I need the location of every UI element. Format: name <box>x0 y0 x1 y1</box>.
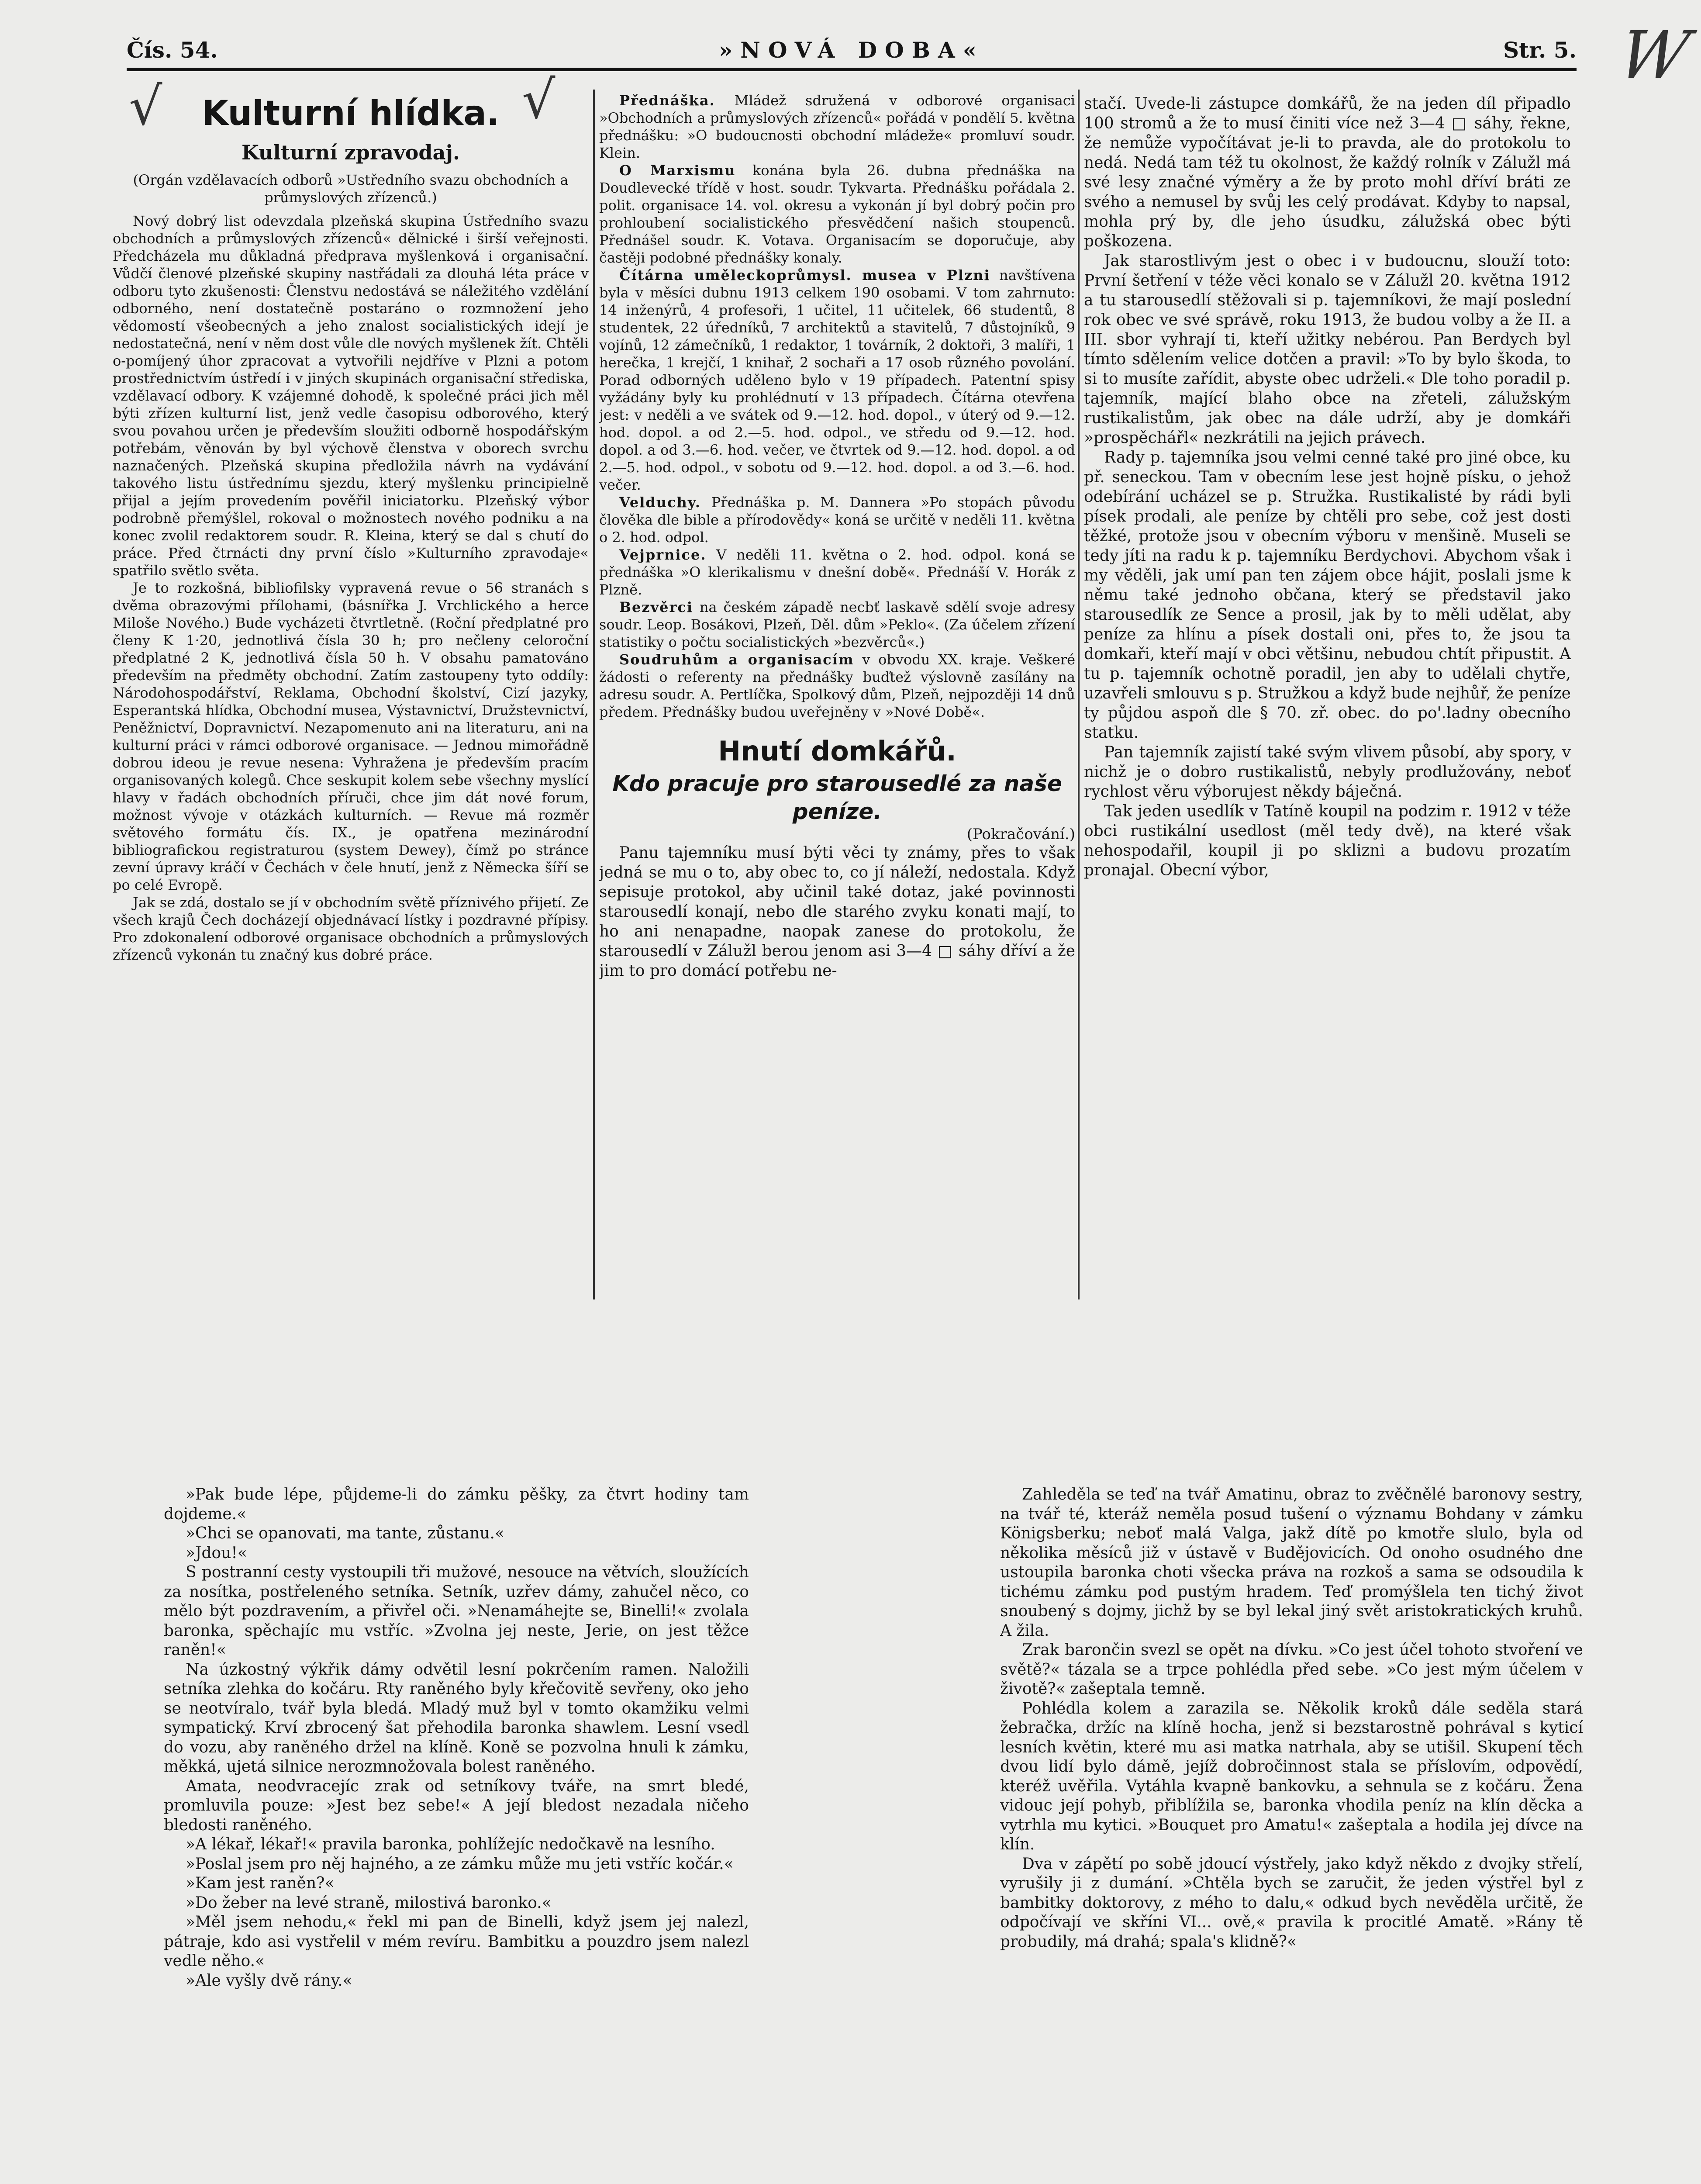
pencil-check-right: √ <box>522 70 555 131</box>
notice-lead: Soudruhům a organisacím <box>619 651 854 668</box>
notice-item: Vejprnice. V neděli 11. května o 2. hod. odpol. koná se přednáška »O klerikalismu v dnešní době«. Přednáší V. Horák z Plzně. <box>599 546 1075 598</box>
organ-note: (Orgán vzdělavacích odborů »Ustředního svazu obchodních a průmyslových zřízenců.) <box>133 172 569 206</box>
column-hnuti-continued <box>1084 94 1571 1295</box>
column-cultural <box>113 92 589 1293</box>
story-paragraph: Zahleděla se teď na tvář Amatinu, obraz to zvěčnělé baronovy sestry, na tvář té, kteráž neměla posud tušení o významu Bohdany v zámku Königsberku; neboť malá Valga, jakž dítě po kmotře slulo, byla od několika měsíců již v ústavě v Budějovicích. Od onoho osudného dne ustoupila baronka choti všecka práva na rozkoš a sama se odsoudila k tichému zámku pod pustým hradem. Teď promýšlela ten tichý život snoubený s dojmy, jichž by se byl lekal jiný svět aristokratických kruhů. A žila. <box>1000 1486 1583 1640</box>
notice-item: Přednáška. Mládež sdružená v odborové organisaci »Obchodních a průmyslových zřízenců« pořádá v pondělí 5. května přednášku: »O budoucnosti obchodní mládeže« promluví soudr. Klein. <box>599 92 1075 161</box>
notice-item: O Marxismu konána byla 26. dubna přednáška na Doudlevecké třídě v host. soudr. Tykvarta. Přednášku pořádala 2. polit. organisace 14. vol. okresu a vykonán jí byl dobrý počin pro prohloubení socialistického přesvědčení našich stoupenců. Přednášel soudr. K. Votava. Organisacím se doporučuje, aby častěji podobné přednášky konaly. <box>599 162 1075 266</box>
page-label: Str. 5. <box>1503 37 1577 63</box>
article-paragraph: Jak se zdá, dostalo se jí v obchodním světě příznivého přijetí. Ze všech krajů Čech docházejí objednávací lístky i pozdravné přípisy. Pro zdokonalení odborové organisace obchodních a průmyslových zřízenců vykonán tu značný kus dobré práce. <box>113 894 589 963</box>
story-paragraph: Amata, neodvracejíc zrak od setníkovy tváře, na smrt bledé, promluvila pouze: »Jest bez sebe!« A její bledost nezadala ničeho bledosti raněného. <box>164 1777 749 1834</box>
notice-item: Bezvěrci na českém západě necbť laskavě sdělí svoje adresy soudr. Leop. Bosákovi, Plzeň, Děl. dům »Peklo«. (Za účelem zřízení statistiky o počtu socialistických »bezvěrců«.) <box>599 599 1075 650</box>
notice-lead: Přednáška. <box>619 92 715 109</box>
notice-item: Velduchy. Přednáška p. M. Dannera »Po stopách původu člověka dle bible a přírodovědy« koná se určitě v neděli 11. května o 2. hod. odpol. <box>599 494 1075 546</box>
story-paragraph: »Ale vyšly dvě rány.« <box>186 1971 352 1990</box>
notice-lead: Vejprnice. <box>619 546 707 563</box>
article-paragraph: Nový dobrý list odevzdala plzeňská skupina Ústředního svazu obchodních a průmyslových zřízenců« dělnické i širší veřejnosti. Předcházela mu důkladná předprava myšlenková i organisační. Vůdčí členové plzeňské skupiny nastřádali za dlouhá léta práce v odboru tyto zkušenosti: Členstvu nedostává se náležitého vzdělání odborného, není dostatečně postaráno o rozmnožení jeho vědomostí všeobecných a jeho znalost socialistických idejí je nedostatečná, není v něm dost vůle dle nových myšlenek žít. Chtěli o-pomíjený úhor zpracovat a vytvořili nejdříve v Plzni a potom prostřednictvím ústředí i v jiných skupinách organisační střediska, vzdělavací odbory. K vzájemné dohodě, k společné práci jich měl býti zřízen kulturní list, jenž vedle časopisu odborového, který svou povahou určen je především sloužiti odborně hospodářským potřebám, věnován by byl výchově členstva v oborech svrchu naznačených. Plzeňská skupina předložila návrh na vydávání takového listu ústřednímu sjezdu, který myšlenku principielně přijal a jejím provedením pověřil iniciatorku. Plzeňský výbor podrobně přemýšlel, rokoval o možnostech nového podniku a na konec zvolil redaktorem soudr. R. Kleina, který se dal s chutí do práce. Před čtrnácti dny první číslo »Kulturního zpravodaje« spatřilo světlo světa. <box>113 213 589 579</box>
pencil-check-left: √ <box>129 76 162 137</box>
story-paragraph: »Do žeber na levé straně, milostivá baronko.« <box>186 1894 552 1912</box>
column-rule <box>1078 90 1080 1299</box>
section-heading-hnuti: Hnutí domkářů. <box>718 735 956 767</box>
story-paragraph: »Kam jest raněn?« <box>186 1874 335 1892</box>
notice-item: Soudruhům a organisacím v obvodu XX. kraje. Veškeré žádosti o referenty na přednášky buďtež výslovně zasílány na adresu soudr. A. Pertlíčka, Spolkový dům, Plzeň, nejpozději 14 dnů předem. Přednášky budou uveřejněny v »Nové Době«. <box>599 651 1075 720</box>
story-paragraph: Na úzkostný výkřik dámy odvětil lesní pokrčením ramen. Naložili setníka zlehka do kočáru. Rty raněného byly křečovitě sevřeny, oko jeho se neotvíralo, tvář byla bledá. Mladý muž byl v tomto okamžiku velmi sympatický. Krví zbrocený šat přehodila baronka shawlem. Lesní vsedl do vozu, aby raněného držel na klíně. Koně se pozvolna hnuli k zámku, měkká, ujetá silnice nerozmnožovala bolest raněného. <box>164 1660 749 1776</box>
subheading-zpravodaj: Kulturní zpravodaj. <box>241 141 460 164</box>
column-rule <box>593 90 595 1299</box>
story-paragraph: »Poslal jsem pro něj hajného, a ze zámku může mu jeti vstříc kočár.« <box>186 1855 734 1873</box>
article-paragraph: Jak starostlivým jest o obec i v budoucnu, slouží toto: První šetření v téže věci konalo se v Zálužl 20. května 1912 a tu starousedlí stěžovali si p. tajemníkovi, že mají poslední rok obec ve své správě, roku 1913, že budou volby a že II. a III. sbor vyhrají ti, kteří užitky nebérou. Pan Berdych byl tímto sdělením velice dotčen a pravil: »To by bylo škoda, to si to musíte zařídit, abyste obec udrželi.« Dle toho poradil p. tajemník, mající blaho obce na zřeteli, zálužským rustikalistům, jak obec na dále udrží, aby je domkáři »prospěchářl« nezkrátili na jejich právech. <box>1084 252 1571 447</box>
handwritten-mark: W <box>1612 17 1696 93</box>
hnuti-subheading: Kdo pracuje pro starousedlé za naše peníze. <box>612 771 1062 824</box>
column-notices <box>599 92 1075 1293</box>
story-paragraph: »Jdou!« <box>186 1544 247 1562</box>
story-right-column <box>1000 1485 1583 2184</box>
notice-lead: Velduchy. <box>619 494 701 511</box>
story-paragraph: Zrak barončin svezl se opět na dívku. »Co jest účel tohoto stvoření ve světě?« tázala se a trpce pohlédla před sebe. »Co jest mým účelem v životě?« zašeptala temně. <box>1000 1641 1583 1698</box>
story-paragraph: Dva v zápětí po sobě jdoucí výstřely, jako když někdo z dvojky střelí, vyrušily ji z dumání. »Chtěla bych se zaručit, že jeden výstřel byl z bambitky doktorovy, z mého to dalu,« odkud bych nevěděla určitě, že odpočívají ve skříni VI... ově,« pravila k procitlé Amatě. »Rány tě probudily, má drahá; spala's klidně?« <box>1000 1855 1583 1951</box>
section-heading-culture: Kulturní hlídka. <box>202 94 500 133</box>
continued-note: (Pokračování.) <box>966 826 1075 843</box>
notice-item: Čítárna uměleckoprůmysl. musea v Plzni navštívena byla v měsíci dubnu 1913 celkem 190 osobami. V tom zahrnuto: 14 inženýrů, 4 profesoři, 1 učitel, 11 učitelek, 66 studentů, 8 studentek, 22 úředníků, 7 architektů a stavitelů, 7 důstojníků, 9 vojínů, 12 zámečníků, 1 redaktor, 1 továrník, 2 doktoři, 3 malíři, 1 herečka, 1 krejčí, 1 knihař, 2 sochaři a 17 osob různého povolání. Porad odborných uděleno bylo v 19 případech. Patentní spisy vyžádány byly ku prohlédnutí v 13 případech. Čítárna otevřena jest: v neděli a ve svátek od 9.—12. hod. dopol., v úterý od 9.—12. hod. dopol. a od 2.—5. hod. odpol., ve středu od 9.—12. hod. dopol. a od 3.—6. hod. večer, ve čtvrtek od 9.—12. hod. dopol. a od 2.—5. hod. odpol., v sobotu od 9.—12. hod. dopol. a od 3.—6. hod. večer. <box>599 267 1075 493</box>
article-paragraph: Panu tajemníku musí býti věci ty známy, přes to však jedná se mu o to, aby obec to, co jí náleží, nedostala. Když sepisuje protokol, aby učinil také dotaz, jaké povinnosti starousedlí konají, nebo dle starého zvyku konati mají, to ho ani nenapadne, naopak zanese do protokolu, že starousedlí v Zálužl berou jenom asi 3—4 □ sáhy dříví a že jim to pro domácí potřebu ne- <box>599 844 1075 980</box>
story-paragraph: »A lékař, lékař!« pravila baronka, pohlížejíc nedočkavě na lesního. <box>186 1835 715 1853</box>
story-left-column <box>164 1485 749 2184</box>
story-paragraph: S postranní cesty vystoupili tři mužové, nesouce na větvích, sloužících za nosítka, postřeleného setníka. Setník, uzřev dámy, zahučel něco, co mělo být pozdravením, a přivřel oči. »Nenamáhejte se, Binelli!« zvolala baronka, spěchajíc mu vstříc. »Zvolna jej neste, Jerie, on jest těžce raněn!« <box>164 1563 749 1659</box>
article-paragraph: Pan tajemník zajistí také svým vlivem působí, aby spory, v nichž je o dobro rustikalistů, nebyly prodlužovány, neboť rychlost věru výborujest někdy báječná. <box>1084 743 1571 801</box>
article-paragraph: Rady p. tajemníka jsou velmi cenné také pro jiné obce, ku př. seneckou. Tam v obecním lese jest hojně písku, o jehož odebírání ucházel se p. Stružka. Rustikalisté by rádi byli písek prodali, ale peníze by chtěli pro sebe, což jest dosti těžké, protože jsou v obecním výboru v menšině. Museli se tedy jíti na radu k p. tajemníku Berdychovi. Abychom však i my věděli, jak umí pan ten zájem obce hájit, poslali jsme k němu také jednoho občana, který se představil jako starousedlík ze Sence a prosil, jak by to měli udělat, aby peníze za hlínu a písek dostali oni, přes to, že jsou ta domkaři, kteří mají v obci většinu, nebudou chtít připustit. A tu p. tajemník ochotně poradil, jen aby to udělali chytře, uzavřeli smlouvu s p. Stružkou a když bude nejhůř, že peníze ty půjdou aspoň dle § 70. zř. obec. do po'.ladny obecního statku. <box>1084 449 1571 742</box>
notice-lead: O Marxismu <box>619 162 736 179</box>
notice-lead: Bezvěrci <box>619 599 694 615</box>
story-paragraph: »Měl jsem nehodu,« řekl mi pan de Binelli, když jsem jej nalezl, pátraje, kdo asi vystřelil v mém revíru. Bambitku a pouzdro jsem nalezl vedle něho.« <box>164 1913 749 1970</box>
page-header <box>127 37 1577 71</box>
story-paragraph: Pohlédla kolem a zarazila se. Několik kroků dále seděla stará žebračka, držíc na klíně hocha, jenž si bezstarostně pohrával s kyticí lesních květin, které mu asi matka natrhala, aby se utišil. Skupení těch dvou lidí bylo dámě, jejíž dobročinnost stala se příslovím, odpovědí, kteréž uvěřila. Vytáhla kvapně bankovku, a sehnula se z kočáru. Žena vidouc její pohyb, přiblížila se, baronka vhodila peníz na klín děcka a vytrhla mu kytici. »Bouquet pro Amatu!« zašeptala a hodila jej dívce na klín. <box>1000 1699 1583 1853</box>
notice-lead: Čítárna uměleckoprůmysl. musea v Plzni <box>619 267 990 283</box>
story-paragraph: »Pak bude lépe, půjdeme-li do zámku pěšky, za čtvrt hodiny tam dojdeme.« <box>164 1486 749 1523</box>
article-paragraph: stačí. Uvede-li zástupce domkářů, že na jeden díl připadlo 100 stromů a že to musí činiti více než 3—4 □ sáhy, řekne, že nemůže vypočítávat je-li to pravda, ale do protokolu to nedá. Nedá tam též tu okolnost, že každý rolník v Zálužl má své lesy značné výměry a že by proto mohl dříví bráti ze svého a nemusel by svůj les celý prodávat. Kdyby to napsal, mohla prý by, dle jeho úsudku, zálužská obec býti poškozena. <box>1084 95 1571 250</box>
issue-number: Čís. 54. <box>127 37 218 63</box>
article-paragraph: Je to rozkošná, bibliofilsky vypravená revue o 56 stranách s dvěma obrazovými přílohami, (básnířka J. Vrchlického a herce Miloše Nového.) Bude vycházeti čtvrtletně. (Roční předplatné pro členy K 1·20, jednotlivá čísla 30 h; pro nečleny celoroční předplatné 2 K, jednotlivá čísla 50 h. V obsahu pamatováno především na předměty obchodní. Zatím zastoupeny tyto oddíly: Národohospodářství, Reklama, Obchodní školství, Cizí jazyky, Esperantská hlídka, Obchodní musea, Výstavnictví, Družstevnictví, Peněžnictví, Dopravnictví. Nezapomenuto ani na literaturu, ani na kulturní práci v rámci odborové organisace. — Jednou mimořádně dobrou ideou je revue nesena: Vyhražena je především pracím organisovaných kolegů. Chce seskupit kolem sebe všechny myslící hlavy v řadách obchodních příruči, chce jim dát nové forum, možnost vývoje v otázkách kulturních. — Revue má rozměr světového formátu čís. IX., je opatřena mezinárodní bibliografickou registraturou (system Dewey), čímž po stránce zevní úpravy kráčí v Čechách v čele hnutí, jenž z Německa šíří se po celé Evropě. <box>113 580 589 893</box>
story-paragraph: »Chci se opanovati, ma tante, zůstanu.« <box>186 1524 505 1542</box>
newspaper-title: »NOVÁ DOBA« <box>719 37 984 63</box>
article-paragraph: Tak jeden usedlík v Tatíně koupil na podzim r. 1912 v téže obci rustikální usedlost (měl tedy dvě), na které však nehospodařil, koupil ji po sklizni a budovu prozatím pronajal. Obecní výbor, <box>1084 802 1571 879</box>
